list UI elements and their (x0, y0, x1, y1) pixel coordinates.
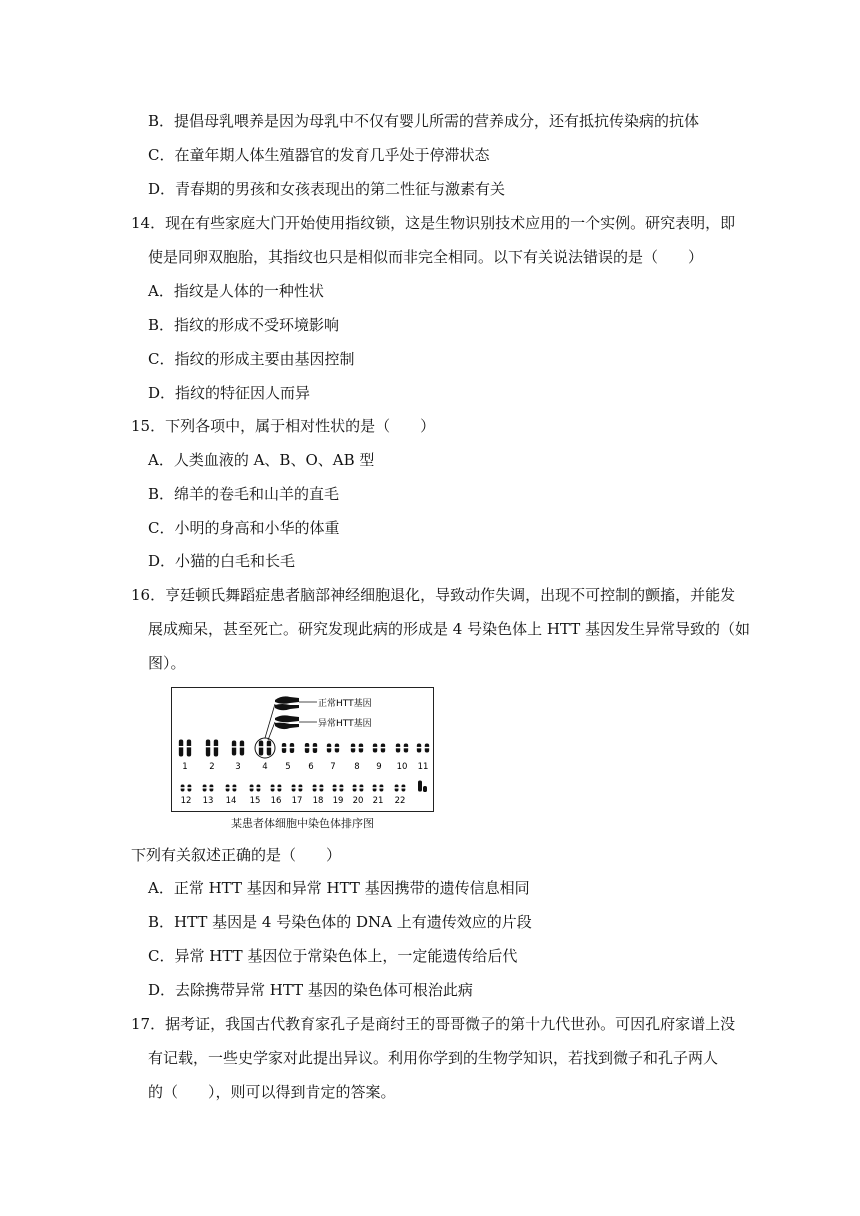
chromosome-row-1 (178, 740, 429, 773)
q14-option-c: C．指纹的形成主要由基因控制 (148, 350, 355, 368)
q17-stem-line2: 有记载，一些史学家对此提出异议。利用你学到的生物学知识，若找到微子和孔子两人 (148, 1049, 719, 1067)
chromosome-number-20: 20 (352, 796, 364, 806)
chromosome-pair-15 (249, 785, 261, 792)
chromosome-number-7: 7 (330, 762, 336, 772)
q16-stem-line2: 展成痴呆，甚至死亡。研究发现此病的形成是 4 号染色体上 HTT 基因发生异常导致的（如 (148, 620, 750, 638)
pair4-highlight-circle (255, 738, 275, 758)
chromosome-number-11: 11 (417, 762, 429, 772)
abnormal-htt-chromosome-icon (275, 715, 317, 729)
chromosome-number-22: 22 (394, 796, 406, 806)
chromosome-pair-5 (281, 743, 294, 753)
chromosome-pair-7 (326, 744, 339, 753)
chromosome-number-6: 6 (308, 762, 314, 772)
chromosome-pair-14 (225, 785, 237, 792)
chromosome-number-16: 16 (270, 796, 282, 806)
chromosome-number-8: 8 (354, 762, 360, 772)
chromosome-pair-17 (291, 785, 303, 792)
chromosome-number-14: 14 (225, 796, 237, 806)
chromosome-pair-3 (231, 741, 244, 756)
chromosome-pair-13 (202, 785, 214, 792)
chromosome-pair-16 (270, 785, 282, 792)
q15-stem: 15．下列各项中，属于相对性状的是（ ） (131, 417, 436, 435)
chromosome-pair-6 (304, 743, 317, 753)
q15-option-d: D．小猫的白毛和长毛 (148, 552, 296, 570)
q16-stem-line1: 16．亨廷顿氏舞蹈症患者脑部神经细胞退化，导致动作失调，出现不可控制的颤搐，并能发 (131, 586, 736, 604)
chromosome-pair-20 (352, 785, 364, 792)
q14-stem-line2: 使是同卵双胞胎，其指纹也只是相似而非完全相同。以下有关说法错误的是（ ） (148, 248, 704, 266)
sex-chromosomes (418, 781, 427, 793)
q16-stem-line3: 图）。 (148, 654, 186, 672)
chromosome-number-2: 2 (209, 762, 215, 772)
q16-option-d: D．去除携带异常 HTT 基因的染色体可根治此病 (148, 981, 473, 999)
chromosome-pair-8 (350, 744, 363, 753)
chromosome-number-4: 4 (262, 762, 268, 772)
chromosome-pair-2 (205, 740, 218, 757)
q16-option-a: A．正常 HTT 基因和异常 HTT 基因携带的遗传信息相同 (148, 879, 530, 897)
chromosome-pair-22 (394, 785, 406, 792)
chromosome-pair-4 (258, 741, 271, 756)
q17-stem-line1: 17．据考证，我国古代教育家孔子是商纣王的哥哥微子的第十九代世孙。可因孔府家谱上没 (131, 1015, 736, 1033)
chromosome-number-19: 19 (332, 796, 344, 806)
q13-option-d: D．青春期的男孩和女孩表现出的第二性征与激素有关 (148, 180, 506, 198)
q13-option-b: B．提倡母乳喂养是因为母乳中不仅有婴儿所需的营养成分，还有抵抗传染病的抗体 (148, 112, 700, 130)
normal-htt-label: 正常HTT基因 (318, 699, 372, 709)
q14-option-a: A．指纹是人体的一种性状 (148, 282, 324, 300)
chromosome-pair-9 (372, 744, 385, 753)
karyotype-figure (171, 687, 434, 812)
q15-option-c: C．小明的身高和小华的体重 (148, 519, 340, 537)
chromosome-number-13: 13 (202, 796, 214, 806)
chromosome-pair-1 (178, 740, 191, 757)
chromosome-number-5: 5 (285, 762, 291, 772)
chromosome-number-3: 3 (235, 762, 241, 772)
chromosome-number-18: 18 (312, 796, 324, 806)
chromosome-number-15: 15 (249, 796, 261, 806)
chromosome-pair-12 (180, 785, 192, 792)
chromosome-row-2 (180, 781, 427, 807)
chromosome-pair-18 (312, 785, 324, 792)
q16-option-c: C．异常 HTT 基因位于常染色体上，一定能遗传给后代 (148, 947, 518, 965)
normal-htt-chromosome-icon (275, 696, 317, 710)
q15-option-a: A．人类血液的 A、B、O、AB 型 (148, 451, 375, 469)
chromosome-pair-19 (332, 785, 344, 792)
abnormal-htt-label: 异常HTT基因 (318, 719, 372, 729)
q16-prompt: 下列有关叙述正确的是（ ） (131, 846, 342, 864)
chromosome-number-21: 21 (372, 796, 384, 806)
chromosome-number-9: 9 (376, 762, 382, 772)
chromosome-number-1: 1 (182, 762, 188, 772)
chromosome-number-17: 17 (291, 796, 303, 806)
q15-option-b: B．绵羊的卷毛和山羊的直毛 (148, 485, 340, 503)
figure-caption: 某患者体细胞中染色体排序图 (231, 817, 374, 830)
chromosome-number-10: 10 (396, 762, 408, 772)
q14-option-d: D．指纹的特征因人而异 (148, 384, 311, 402)
karyotype-svg (172, 688, 433, 811)
chromosome-pair-21 (372, 785, 384, 792)
q17-stem-line3: 的（ ），则可以得到肯定的答案。 (148, 1083, 396, 1101)
chromosome-pair-10 (395, 744, 408, 753)
chromosome-pair-11 (416, 744, 429, 753)
q16-option-b: B．HTT 基因是 4 号染色体的 DNA 上有遗传效应的片段 (148, 913, 532, 931)
chromosome-number-12: 12 (180, 796, 192, 806)
q13-option-c: C．在童年期人体生殖器官的发育几乎处于停滞状态 (148, 146, 490, 164)
q14-stem-line1: 14．现在有些家庭大门开始使用指纹锁，这是生物识别技术应用的一个实例。研究表明，即 (131, 214, 736, 232)
q14-option-b: B．指纹的形成不受环境影响 (148, 316, 340, 334)
